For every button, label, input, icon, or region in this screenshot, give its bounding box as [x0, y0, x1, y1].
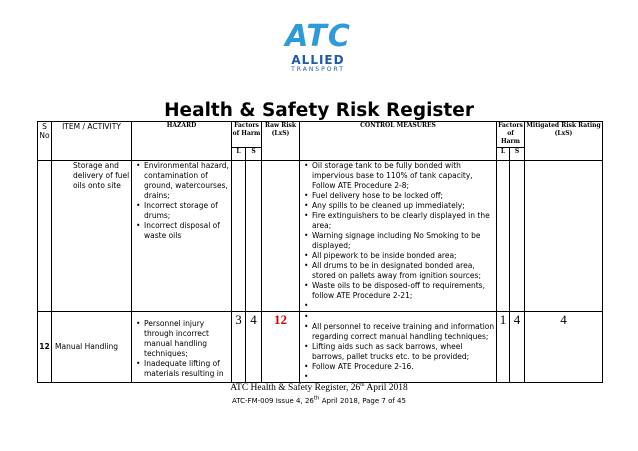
header-factors: Factors of Harm	[232, 122, 262, 148]
control-item: • Fuel delivery hose to be locked off;	[312, 191, 496, 201]
header-raw-risk: Raw Risk (LxS)	[262, 122, 300, 161]
header-hazard: HAZARD	[132, 122, 232, 161]
footer-line-2-a: ATC-FM-009 Issue 4, 26	[232, 397, 314, 405]
header-s-2: S	[510, 148, 525, 161]
control-item: • Lifting aids such as sack barrows, wheel barrows, pallet trucks etc. to be provided;	[312, 342, 496, 362]
control-item: • Waste oils to be disposed-off to requirements, follow ATE Procedure 2-21;	[312, 281, 496, 301]
control-item: • All personnel to receive training and information regarding correct manual handling techniques;	[312, 322, 496, 342]
row-mitigated-l	[497, 161, 510, 312]
header-l: L	[232, 148, 246, 161]
page-title: Health & Safety Risk Register	[164, 100, 474, 121]
control-item: • Any spills to be cleaned up immediately;	[312, 201, 496, 211]
row-item-text: Storage and delivery of fuel oils onto site	[73, 161, 130, 190]
footer-line-1	[0, 383, 638, 393]
footer-line-2-sup: th	[313, 395, 320, 402]
control-item: • All drums to be in designated bonded area, stored on pallets away from ignition sources;	[312, 261, 496, 281]
row-raw-risk: 12	[262, 312, 300, 383]
row-mitigated-s: 4	[510, 312, 525, 383]
hazard-item: • Environmental hazard, contamination of ground, watercourses, drains;	[144, 161, 231, 201]
row-sno: 12	[38, 312, 52, 383]
control-item	[312, 312, 496, 322]
row-s	[246, 161, 262, 312]
control-item	[312, 372, 496, 382]
risk-register-table	[37, 121, 603, 383]
hazard-item: • Incorrect storage of drums;	[144, 201, 231, 221]
table-row	[38, 161, 603, 312]
header-sno: S No	[38, 122, 52, 161]
hazard-item: • Personnel injury through incorrect manual handling techniques;	[144, 319, 231, 359]
row-controls	[300, 312, 497, 383]
row-mitigated: 4	[525, 312, 603, 383]
hazard-item: • Inadequate lifting of materials resulting in	[144, 359, 231, 379]
control-item: • Follow ATE Procedure 2-16.	[312, 362, 496, 372]
control-item	[312, 301, 496, 311]
footer-line-1-b: April 2018	[364, 383, 408, 393]
row-mitigated-l: 1	[497, 312, 510, 383]
company-logo	[273, 19, 363, 73]
row-hazards	[132, 161, 232, 312]
control-item: • Oil storage tank to be fully bonded with impervious base to 110% of tank capacity, Follow ATE Procedure 2-8;	[312, 161, 496, 191]
header-control-measures: CONTROL MEASURES	[300, 122, 497, 161]
row-l: 3	[232, 312, 246, 383]
header-mitigated: Mitigated Risk Rating (LxS)	[525, 122, 603, 161]
header-factors-2: Factors of Harm	[497, 122, 525, 148]
row-mitigated-s	[510, 161, 525, 312]
footer-line-2	[0, 397, 638, 405]
row-raw-risk	[262, 161, 300, 312]
footer-line-1-a: ATC Health & Safety Register, 26	[230, 383, 361, 393]
control-item: • All pipework to be inside bonded area;	[312, 251, 496, 261]
row-item: Manual Handling	[52, 312, 132, 383]
row-hazards	[132, 312, 232, 383]
control-item: • Warning signage including No Smoking to be displayed;	[312, 231, 496, 251]
table-row	[38, 312, 603, 383]
logo-brand: ATC	[285, 19, 351, 54]
hazard-item: • Incorrect disposal of waste oils	[144, 221, 231, 241]
row-l	[232, 161, 246, 312]
header-l-2: L	[497, 148, 510, 161]
header-item: ITEM / ACTIVITY	[52, 122, 132, 161]
logo-line2: ALLIED	[291, 53, 345, 67]
control-item: • Fire extinguishers to be clearly displayed in the area;	[312, 211, 496, 231]
row-sno	[38, 161, 52, 312]
footer-line-1-sup: th	[360, 381, 365, 388]
logo-line3: TRANSPORT	[291, 66, 345, 73]
header-s: S	[246, 148, 262, 161]
row-item	[52, 161, 132, 312]
row-controls	[300, 161, 497, 312]
row-mitigated	[525, 161, 603, 312]
footer-line-2-b: April 2018, Page 7 of 45	[319, 397, 406, 405]
row-s: 4	[246, 312, 262, 383]
